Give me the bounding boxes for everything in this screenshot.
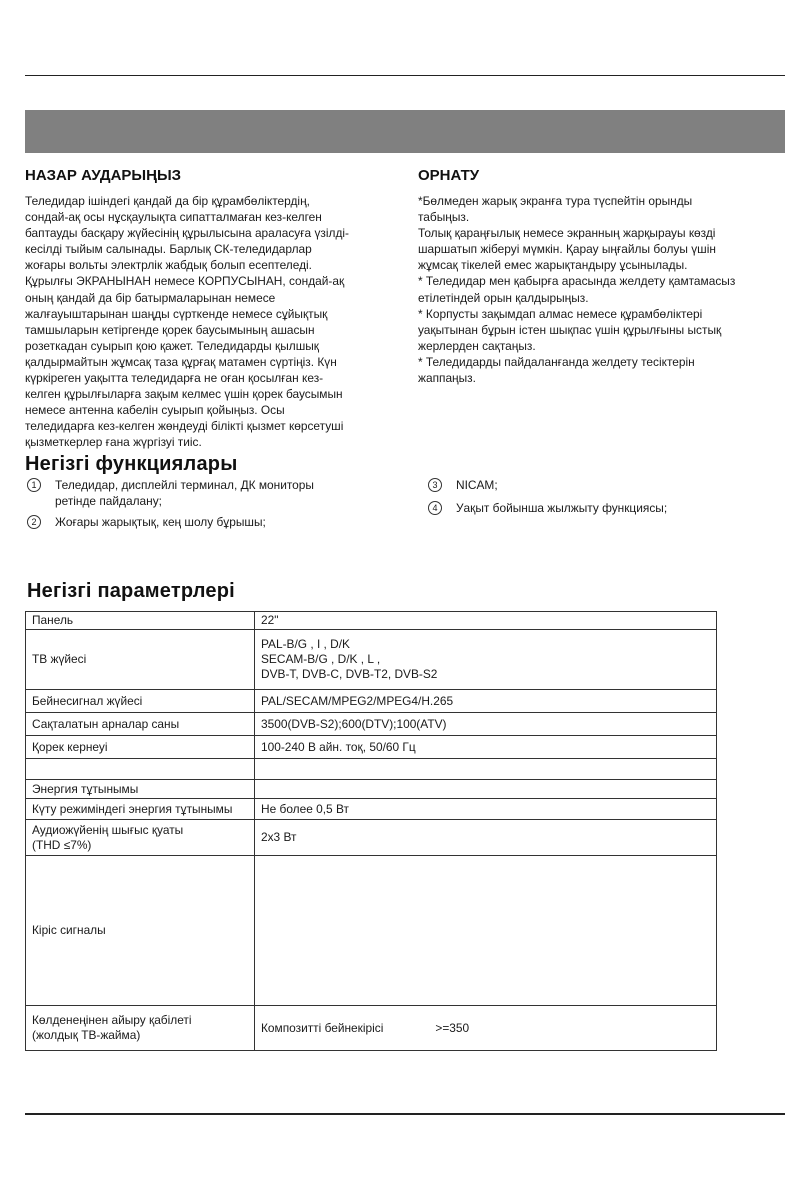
install-line: * Теледидар мен қабырға арасында желдету қамтамасыз: [418, 274, 736, 289]
feature-text: ретінде пайдалану;: [55, 494, 162, 508]
table-row: [26, 612, 717, 630]
param-value: 3500(DVB-S2);600(DTV);100(ATV): [255, 713, 717, 736]
param-value: 22": [255, 612, 717, 630]
warning-line: қалдырмайтын жұмсақ таза құрғақ матамен сүртіңіз. Күн: [25, 354, 337, 369]
warning-paragraph: [25, 193, 349, 451]
warning-line: розеткадан суырып қою қажет. Теледидарды қылшық: [25, 338, 320, 353]
param-value: Не более 0,5 Вт: [255, 799, 717, 820]
feature-text: Жоғары жарықтық, кең шолу бұрышы;: [55, 515, 266, 529]
param-label: [26, 759, 255, 780]
feature-text: NICAM;: [456, 478, 498, 492]
warning-line: теледидарға кез-келген жөндеуді білікті қызмет көрсетуші: [25, 419, 344, 434]
install-line: табыңыз.: [418, 210, 470, 225]
install-line: * Теледидарды пайдаланғанда желдету тесіктерін: [418, 354, 695, 369]
table-row: [26, 799, 717, 820]
param-label: Қорек кернеуі: [26, 736, 255, 759]
warning-line: күркіреген уақытта теледидарға не оған қосылған кез-: [25, 371, 324, 386]
table-row: [26, 690, 717, 713]
warning-line: жалғауыштарынан шаңды сүрткенде немесе сұйықтық: [25, 306, 328, 321]
param-label: Кіріс сигналы: [26, 856, 255, 1006]
feature-number: 1: [27, 478, 41, 492]
install-paragraph: [418, 193, 735, 386]
feature-number: 3: [428, 478, 442, 492]
install-line: * Корпусты зақымдап алмас немесе құрамбөліктері: [418, 306, 703, 321]
param-label: Бейнесигнал жүйесі: [26, 690, 255, 713]
param-label: Көлденеңінен айыру қабілеті (жолдық ТВ-жайма): [26, 1006, 255, 1051]
param-label: ТВ жүйесі: [26, 630, 255, 690]
warning-heading: НАЗАР АУДАРЫҢЫЗ: [25, 167, 182, 184]
param-label: Сақталатын арналар саны: [26, 713, 255, 736]
table-row: [26, 759, 717, 780]
param-value: Композитті бейнекірісі >=350: [255, 1006, 717, 1051]
install-line: жаппаңыз.: [418, 371, 476, 386]
warning-line: баптауды басқару жүйесінің құрылысына араласуға үзілді-: [25, 226, 349, 241]
param-value: PAL/SECAM/MPEG2/MPEG4/H.265: [255, 690, 717, 713]
warning-line: немесе антенна кабелін суырып қойыңыз. Осы: [25, 403, 285, 418]
table-row: [26, 1006, 717, 1051]
param-value: [255, 759, 717, 780]
table-row: [26, 713, 717, 736]
warning-line: сондай-ақ осы нұсқаулықта сипатталмаған кез-келген: [25, 210, 322, 225]
table-row: [26, 780, 717, 799]
warning-line: Құрылғы ЭКРАНЫНАН немесе КОРПУСЫНАН, сондай-ақ: [25, 274, 345, 289]
install-heading: ОРНАТУ: [418, 167, 480, 184]
parameters-heading: Негізгі параметрлері: [27, 580, 235, 602]
param-value: PAL-B/G , I , D/K SECAM-B/G , D/K , L , DVB-T, DVB-C, DVB-T2, DVB-S2: [255, 630, 717, 690]
feature-number: 2: [27, 515, 41, 529]
warning-line: оның қандай да бір батырмаларынан немесе: [25, 290, 276, 305]
install-line: *Бөлмеден жарық экранға тура түспейтін орынды: [418, 194, 693, 208]
warning-line: жоғары вольты электрлік жабдық болып есептеледі.: [25, 258, 312, 273]
install-line: Толық қараңғылық немесе экранның жарқырауы көзді: [418, 226, 716, 241]
param-label: Энергия тұтынымы: [26, 780, 255, 799]
footer-rule: [25, 1113, 785, 1115]
warning-line: Теледидар ішіндегі қандай да бір құрамбөліктердің,: [25, 194, 310, 208]
warning-line: келген құрылғыларға зақым келмес үшін қорек баусымын: [25, 387, 343, 402]
table-row: [26, 736, 717, 759]
table-row: [26, 630, 717, 690]
param-value: 100-240 В айн. тоқ, 50/60 Гц: [255, 736, 717, 759]
param-value: 2x3 Вт: [255, 820, 717, 856]
table-row: [26, 820, 717, 856]
warning-line: қызметкерлер ғана жүргізуі тиіс.: [25, 435, 202, 450]
functions-heading: Негізгі функциялары: [25, 453, 238, 475]
param-label: Панель: [26, 612, 255, 630]
feature-text: Теледидар, дисплейлі терминал, ДК мониторы: [55, 478, 314, 492]
param-label: Күту режиміндегі энергия тұтынымы: [26, 799, 255, 820]
install-line: етілетіндей орын қалдырыңыз.: [418, 290, 589, 305]
section-banner: [25, 110, 785, 153]
warning-line: кесілді тыйым салынады. Барлық СК-теледидарлар: [25, 242, 312, 257]
feature-number: 4: [428, 501, 442, 515]
table-row: [26, 856, 717, 1006]
param-value: [255, 780, 717, 799]
install-line: шаршатып жіберуі мүмкін. Қарау ыңғайлы болуы үшін: [418, 242, 716, 257]
warning-line: тамшыларын кетіргенде қорек баусымының ашасын: [25, 322, 315, 337]
feature-text: Уақыт бойынша жылжыту функциясы;: [456, 501, 668, 515]
install-line: жұмсақ тікелей емес жарықтандыру ұсынылады.: [418, 258, 688, 273]
header-rule: [25, 75, 785, 76]
install-line: жерлерден сақтаңыз.: [418, 338, 536, 353]
parameters-table: [25, 611, 717, 1051]
param-label: Аудиожүйенің шығыс қуаты (THD ≤7%): [26, 820, 255, 856]
param-value: [255, 856, 717, 1006]
install-line: уақытынан бұрын істен шықпас үшін құрылғыны ыстық: [418, 322, 722, 337]
